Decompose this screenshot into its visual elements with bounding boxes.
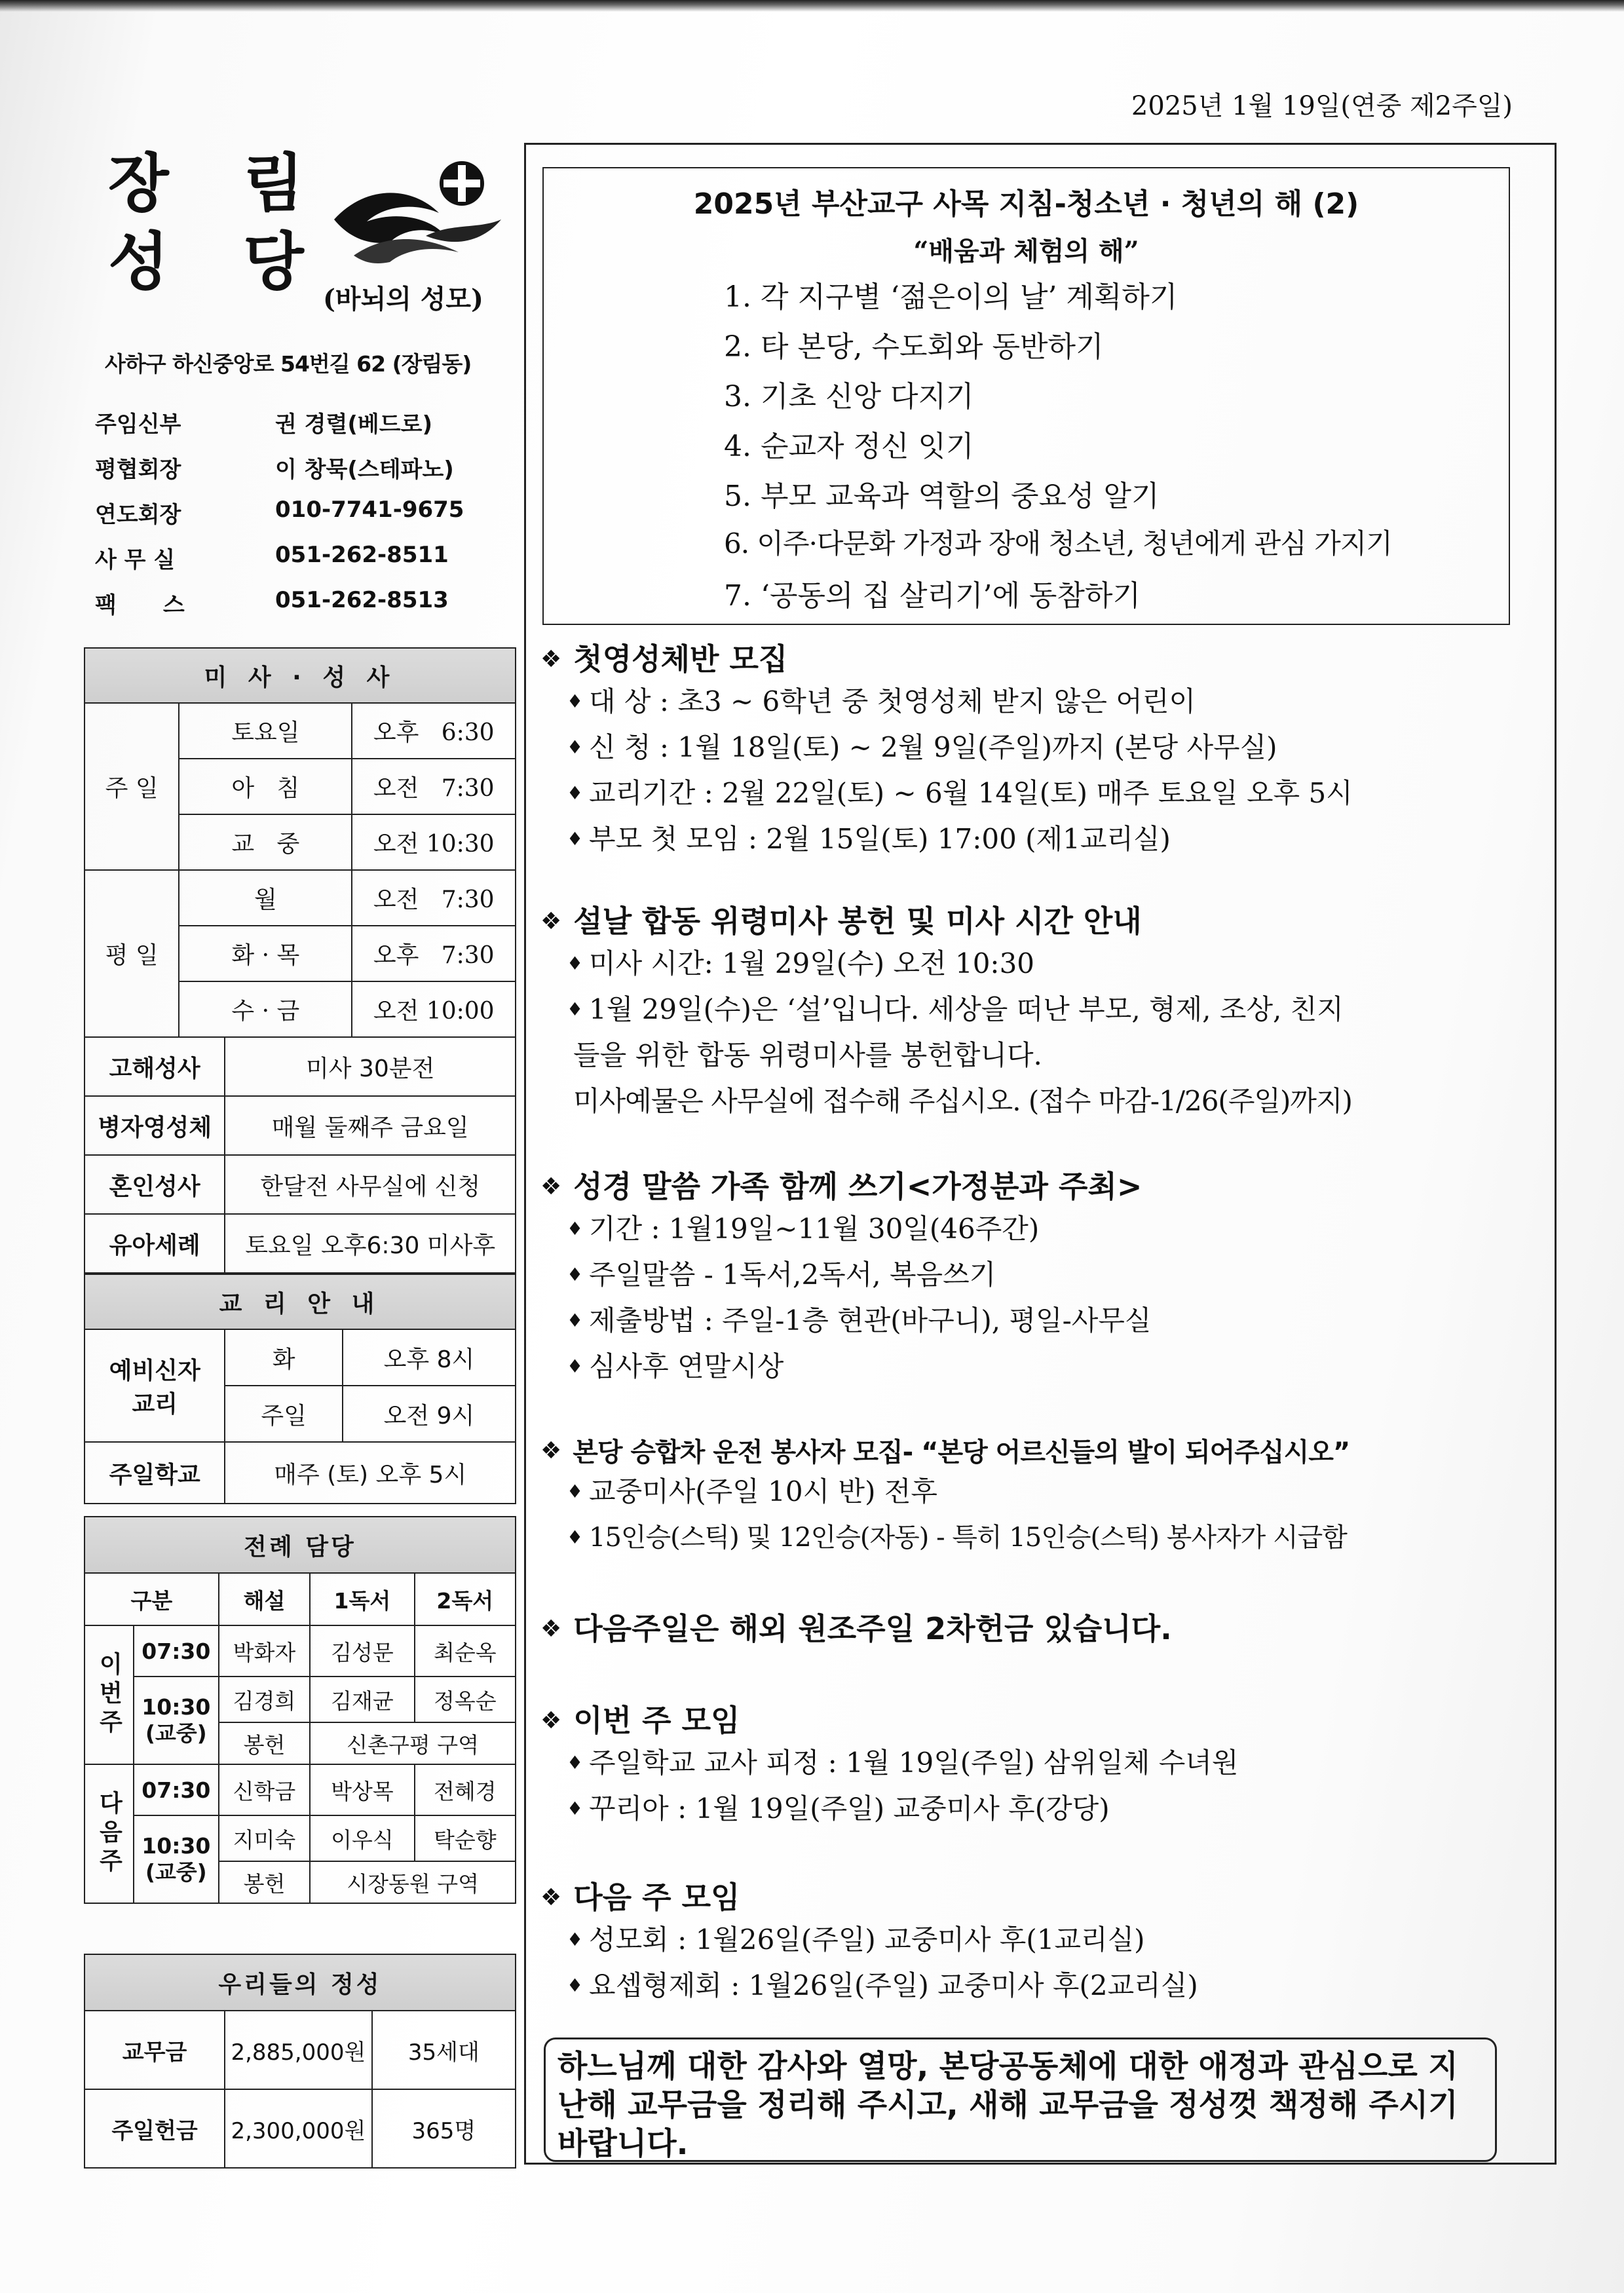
roster-district: 신촌구평 구역 bbox=[310, 1722, 516, 1764]
guideline-item: 4. 순교자 정신 잇기 bbox=[724, 430, 974, 463]
roster-time-sub: (교중) bbox=[145, 1859, 207, 1885]
roster-time-sub: (교중) bbox=[145, 1720, 207, 1746]
mass-time: 오전 10:00 bbox=[352, 981, 516, 1037]
offerings-header: 우리들의 정성 bbox=[85, 1954, 516, 2011]
contact-value: 051-262-8513 bbox=[275, 587, 449, 613]
sacraments-table bbox=[84, 1036, 516, 1274]
contact-row bbox=[95, 587, 514, 632]
roster-name: 봉헌 bbox=[219, 1722, 310, 1764]
contact-row bbox=[95, 542, 514, 587]
mass-day: 토요일 bbox=[179, 703, 352, 759]
guideline-item: 2. 타 본당, 수도회와 동반하기 bbox=[724, 330, 1104, 364]
roster-name: 박화자 bbox=[219, 1625, 310, 1677]
mass-time: 오전 7:30 bbox=[352, 870, 516, 926]
sunday-label: 주 일 bbox=[85, 703, 179, 870]
roster-time: 10:30 bbox=[142, 1833, 211, 1859]
liturgy-table bbox=[84, 1516, 516, 1904]
contact-label: 주임신부 bbox=[95, 411, 181, 438]
roster-time-cell bbox=[134, 1815, 219, 1903]
section-second-collection bbox=[540, 1605, 1172, 1648]
offering-amount: 2,885,000원 bbox=[225, 2011, 372, 2089]
section-next-week-meetings bbox=[540, 1874, 1198, 2009]
roster-name: 김재균 bbox=[310, 1677, 414, 1722]
catechumen-label: 예비신자 교리 bbox=[85, 1329, 225, 1442]
roster-name: 김성문 bbox=[310, 1625, 414, 1677]
weekday-label: 평 일 bbox=[85, 870, 179, 1037]
section-title: 다음 주 모임 bbox=[573, 1880, 740, 1915]
sacrament-label: 혼인성사 bbox=[85, 1155, 225, 1214]
section-item: ♦ 주일학교 교사 피정 : 1월 19일(주일) 삼위일체 수녀원 bbox=[567, 1740, 1238, 1786]
sacrament-value: 한달전 사무실에 신청 bbox=[225, 1155, 516, 1214]
roster-name: 정옥순 bbox=[415, 1677, 516, 1722]
section-item: ♦ 주일말씀 - 1독서,2독서, 복음쓰기 bbox=[567, 1252, 1152, 1298]
section-title: 첫영성체반 모집 bbox=[573, 641, 788, 677]
section-title: 성경 말씀 가족 함께 쓰기<가정분과 주최> bbox=[573, 1169, 1142, 1204]
contact-label: 평협회장 bbox=[95, 457, 181, 483]
catechism-time: 오후 8시 bbox=[343, 1329, 516, 1386]
offering-count: 365명 bbox=[372, 2089, 516, 2168]
guideline-item: 3. 기초 신앙 다지기 bbox=[724, 380, 974, 413]
section-item: ♦ 꾸리아 : 1월 19일(주일) 교중미사 후(강당) bbox=[567, 1786, 1238, 1832]
section-bible-writing bbox=[540, 1163, 1152, 1390]
diamond-bullet-icon: ❖ bbox=[540, 1173, 562, 1200]
guideline-item: 5. 부모 교육과 역할의 중요성 알기 bbox=[724, 480, 1160, 513]
liturgy-col-header: 구분 bbox=[85, 1573, 219, 1625]
section-this-week-meetings bbox=[540, 1697, 1238, 1832]
contact-row bbox=[95, 497, 514, 542]
contact-label: 팩 스 bbox=[95, 592, 185, 618]
mass-time: 오후 6:30 bbox=[352, 703, 516, 759]
mass-day: 월 bbox=[179, 870, 352, 926]
section-item: ♦ 요셉형제회 : 1월26일(주일) 교중미사 후(2교리실) bbox=[567, 1963, 1198, 2009]
section-item: ♦ 1월 29일(수)은 ‘설’입니다. 세상을 떠난 부모, 형제, 조상, 친지 bbox=[567, 987, 1352, 1033]
this-week-label: 이번주 bbox=[85, 1625, 134, 1764]
contact-row bbox=[95, 406, 514, 451]
roster-time-cell bbox=[134, 1677, 219, 1764]
section-item: ♦ 성모회 : 1월26일(주일) 교중미사 후(1교리실) bbox=[567, 1917, 1198, 1963]
contact-value: 051-262-8511 bbox=[275, 542, 449, 568]
sacrament-value: 미사 30분전 bbox=[225, 1037, 516, 1096]
roster-time: 07:30 bbox=[134, 1625, 219, 1677]
contact-value: 이 창묵(스테파노) bbox=[275, 457, 454, 483]
guideline-item: 6. 이주·다문화 가정과 장애 청소년, 청년에게 관심 가지기 bbox=[724, 527, 1392, 559]
sacrament-value: 매월 둘째주 금요일 bbox=[225, 1096, 516, 1155]
catechism-day: 주일 bbox=[225, 1386, 342, 1442]
mass-day: 수 · 금 bbox=[179, 981, 352, 1037]
section-item: 미사예물은 사무실에 접수해 주십시오. (접수 마감-1/26(주일)까지) bbox=[573, 1085, 1352, 1117]
section-item: ♦ 기간 : 1월19일~11월 30일(46주간) bbox=[567, 1206, 1152, 1252]
mass-time: 오전 7:30 bbox=[352, 759, 516, 814]
roster-district: 시장동원 구역 bbox=[310, 1861, 516, 1903]
roster-time: 07:30 bbox=[134, 1764, 219, 1815]
section-item: ♦ 교리기간 : 2월 22일(토) ~ 6월 14일(토) 매주 토요일 오후 5시 bbox=[567, 770, 1353, 816]
diamond-bullet-icon: ❖ bbox=[540, 1707, 562, 1734]
section-new-year-mass bbox=[540, 898, 1352, 1124]
diamond-bullet-icon: ❖ bbox=[540, 908, 562, 935]
contact-value: 010-7741-9675 bbox=[275, 497, 464, 523]
section-item: ♦ 미사 시간: 1월 29일(수) 오전 10:30 bbox=[567, 941, 1352, 987]
mass-day: 화 · 목 bbox=[179, 926, 352, 981]
contact-label: 연도회장 bbox=[95, 502, 181, 528]
catechism-day: 화 bbox=[225, 1329, 342, 1386]
guidelines-title: 2025년 부산교구 사목 지침-청소년 · 청년의 해 (2) bbox=[693, 187, 1359, 221]
section-item: ♦ 심사후 연말시상 bbox=[567, 1344, 1152, 1390]
offering-count: 35세대 bbox=[372, 2011, 516, 2089]
roster-name: 신학금 bbox=[219, 1764, 310, 1815]
offering-label: 교무금 bbox=[85, 2011, 225, 2089]
section-title: 이번 주 모임 bbox=[573, 1703, 740, 1738]
liturgy-header: 전례 담당 bbox=[85, 1517, 516, 1573]
liturgy-col-header: 1독서 bbox=[310, 1573, 414, 1625]
roster-name: 봉헌 bbox=[219, 1861, 310, 1903]
parish-logo-icon bbox=[328, 157, 511, 282]
parish-title-line1: 장 림 bbox=[108, 146, 330, 220]
section-title: 본당 승합차 운전 봉사자 모집- “본당 어르신들의 발이 되어주십시오” bbox=[573, 1437, 1350, 1468]
section-title: 다음주일은 해외 원조주일 2차헌금 있습니다. bbox=[573, 1611, 1172, 1646]
diamond-bullet-icon: ❖ bbox=[540, 1616, 562, 1642]
parish-title-line2: 성 당 bbox=[108, 225, 330, 299]
pastoral-guidelines-box bbox=[542, 167, 1510, 625]
sacrament-value: 토요일 오후6:30 미사후 bbox=[225, 1214, 516, 1273]
mass-time: 오전 10:30 bbox=[352, 814, 516, 870]
section-item: ♦ 교중미사(주일 10시 반) 전후 bbox=[567, 1469, 1350, 1515]
liturgy-col-header: 해설 bbox=[219, 1573, 310, 1625]
section-item: ♦ 15인승(스틱) 및 12인승(자동) - 특히 15인승(스틱) 봉사자가 시급함 bbox=[567, 1515, 1350, 1561]
roster-time: 10:30 bbox=[142, 1694, 211, 1720]
sunday-school-value: 매주 (토) 오후 5시 bbox=[225, 1442, 516, 1504]
section-title: 설날 합동 위령미사 봉헌 및 미사 시간 안내 bbox=[573, 903, 1142, 939]
guideline-item: 7. ‘공동의 집 살리기’에 동참하기 bbox=[724, 579, 1141, 613]
parish-patron: (바뇌의 성모) bbox=[323, 284, 483, 314]
section-van-volunteer bbox=[540, 1431, 1350, 1561]
section-first-communion bbox=[540, 635, 1353, 862]
roster-name: 이우식 bbox=[310, 1815, 414, 1861]
scan-edge-shadow bbox=[0, 0, 1624, 12]
parish-address: 사하구 하신중앙로 54번길 62 (장림동) bbox=[105, 351, 472, 377]
section-item: ♦ 부모 첫 모임 : 2월 15일(토) 17:00 (제1교리실) bbox=[567, 816, 1353, 862]
mass-day: 교 중 bbox=[179, 814, 352, 870]
bulletin-date: 2025년 1월 19일(연중 제2주일) bbox=[1131, 91, 1513, 121]
catechism-table bbox=[84, 1274, 516, 1504]
section-item: 들을 위한 합동 위령미사를 봉헌합니다. bbox=[573, 1039, 1042, 1071]
section-item: ♦ 제출방법 : 주일-1층 현관(바구니), 평일-사무실 bbox=[567, 1298, 1152, 1344]
contact-label: 사 무 실 bbox=[95, 547, 176, 573]
catechism-time: 오전 9시 bbox=[343, 1386, 516, 1442]
guideline-item: 1. 각 지구별 ‘젊은이의 날’ 계획하기 bbox=[724, 280, 1178, 314]
sacrament-label: 유아세례 bbox=[85, 1214, 225, 1273]
section-item: ♦ 신 청 : 1월 18일(토) ~ 2월 9일(주일)까지 (본당 사무실) bbox=[567, 725, 1353, 770]
liturgy-col-header: 2독서 bbox=[415, 1573, 516, 1625]
offering-label: 주일헌금 bbox=[85, 2089, 225, 2168]
mass-time: 오후 7:30 bbox=[352, 926, 516, 981]
guidelines-subtitle: “배움과 체험의 해” bbox=[913, 236, 1139, 267]
parish-title bbox=[108, 144, 330, 301]
roster-name: 지미숙 bbox=[219, 1815, 310, 1861]
offering-amount: 2,300,000원 bbox=[225, 2089, 372, 2168]
diamond-bullet-icon: ❖ bbox=[540, 646, 562, 673]
guidelines-list bbox=[724, 273, 1392, 622]
section-item: ♦ 대 상 : 초3 ~ 6학년 중 첫영성체 받지 않은 어린이 bbox=[567, 679, 1353, 725]
sacrament-label: 고해성사 bbox=[85, 1037, 225, 1096]
closing-message: 하느님께 대한 감사와 열망, 본당공동체에 대한 애정과 관심으로 지난해 교무금을 정리해 주시고, 새해 교무금을 정성껏 책정해 주시기 바랍니다. bbox=[544, 2037, 1497, 2162]
mass-header: 미 사 · 성 사 bbox=[85, 648, 516, 703]
catechism-header: 교 리 안 내 bbox=[85, 1274, 516, 1329]
roster-name: 전혜경 bbox=[415, 1764, 516, 1815]
roster-name: 탁순향 bbox=[415, 1815, 516, 1861]
roster-name: 박상목 bbox=[310, 1764, 414, 1815]
diamond-bullet-icon: ❖ bbox=[540, 1884, 562, 1911]
contact-row bbox=[95, 451, 514, 497]
contact-value: 권 경렬(베드로) bbox=[275, 411, 432, 438]
next-week-label: 다음주 bbox=[85, 1764, 134, 1903]
sacrament-label: 병자영성체 bbox=[85, 1096, 225, 1155]
diamond-bullet-icon: ❖ bbox=[540, 1437, 561, 1464]
sunday-school-label: 주일학교 bbox=[85, 1442, 225, 1504]
roster-name: 최순옥 bbox=[415, 1625, 516, 1677]
contact-list bbox=[95, 406, 514, 632]
offerings-table bbox=[84, 1954, 516, 2169]
roster-name: 김경희 bbox=[219, 1677, 310, 1722]
mass-day: 아 침 bbox=[179, 759, 352, 814]
mass-schedule-table bbox=[84, 647, 516, 1038]
